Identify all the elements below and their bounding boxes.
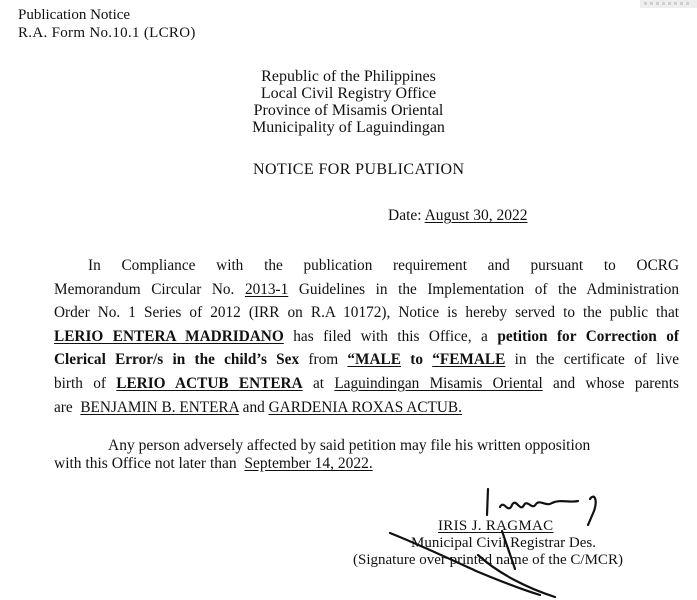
birth-place: Laguindingan Misamis Oriental [334, 374, 543, 392]
agency-office: Local Civil Registry Office [260, 85, 437, 102]
date-label: Date: [388, 207, 422, 224]
signatory-name: IRIS J. RAGMAC [438, 518, 554, 534]
signatory-position: Municipal Civil Registrar Des. [411, 535, 596, 551]
mother-name: GARDENIA ROXAS ACTUB. [268, 398, 462, 416]
agency-republic: Republic of the Philippines [261, 68, 436, 85]
notice-title: NOTICE FOR PUBLICATION [253, 161, 465, 178]
body-line-4: LERIO ENTERA MADRIDANO has filed with this Office, a petition for Correction of [54, 327, 680, 345]
agency-municipality: Municipality of Laguindingan [252, 119, 445, 136]
body-line-7: are BENJAMIN B. ENTERA and GARDENIA ROXAS ACTUB. [54, 398, 462, 416]
opposition-line-1: Any person adversely affected by said petition may file his written opposition [108, 437, 591, 454]
opposition-line-2: with this Office not later than September 14, 2022. [54, 455, 373, 472]
signature-caption: (Signature over printed name of the C/MCR) [353, 552, 623, 568]
circular-number: 2013-1 [244, 280, 289, 298]
form-heading: Publication Notice [18, 7, 131, 23]
sex-from-value: “MALE [347, 351, 401, 369]
body-line-5: Clerical Error/s in the child’s Sex from “MALE to “FEMALE in the certificate of live [54, 351, 680, 369]
agency-province: Province of Misamis Oriental [253, 102, 444, 119]
body-line-2: Memorandum Circular No. 2013-1 Guidelines in the Implementation of the Administration [54, 280, 680, 298]
body-line-1: In Compliance with the publication requirement and pursuant to OCRG [88, 257, 680, 274]
notice-body [54, 254, 679, 419]
scan-artifact [640, 0, 697, 10]
body-line-6: birth of LERIO ACTUB ENTERA at Laguindingan Misamis Oriental and whose parents [54, 374, 679, 392]
date-line [388, 207, 528, 225]
child-name: LERIO ACTUB ENTERA [116, 374, 303, 392]
petitioner-name: LERIO ENTERA MADRIDANO [54, 327, 284, 345]
father-name: BENJAMIN B. ENTERA [80, 398, 239, 416]
date-value: August 30, 2022 [424, 207, 528, 224]
deadline-date: September 14, 2022. [244, 455, 373, 472]
body-line-3: Order No. 1 Series of 2012 (IRR on R.A 10172), Notice is hereby served to the public that [54, 304, 679, 322]
sex-to-value: “FEMALE [432, 351, 506, 369]
form-number: R.A. Form No.10.1 (LCRO) [18, 25, 196, 41]
